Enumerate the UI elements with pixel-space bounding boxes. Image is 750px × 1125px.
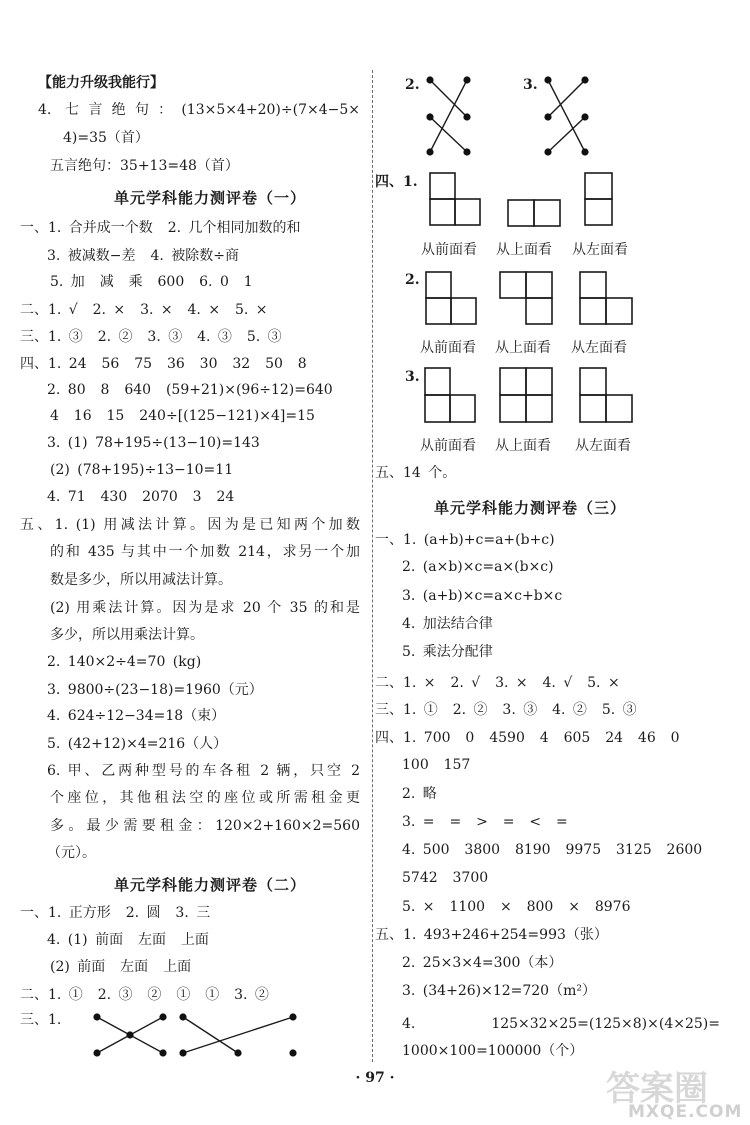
view-label: 从前面看: [421, 242, 477, 258]
answer-line: 3. (34+26)×12=720（m²）: [402, 983, 596, 999]
answer-line: (2) (78+195)÷13−10=11: [50, 462, 234, 478]
answer-line: (2) 前面 左面 上面: [50, 959, 192, 975]
question-number: 2.: [405, 77, 420, 93]
answer-line: 多。最少需要租金：120×2+160×2=560: [50, 818, 360, 834]
answer-line: 3. (1) 78+195÷(13−10)=143: [47, 435, 260, 451]
answer-line: 3. (a+b)×c=a×c+b×c: [402, 588, 563, 604]
question-number: 四、1.: [375, 174, 418, 190]
answer-line: 4. 500 3800 8190 9975 3125 2600: [402, 842, 703, 858]
test2-title: 单元学科能力测评卷（二）: [113, 876, 306, 894]
view-label: 从上面看: [496, 242, 552, 258]
answer-line: 一、1. 正方形 2. 圆 3. 三: [20, 905, 211, 921]
view-label: 从左面看: [572, 242, 628, 258]
answer-line: 3. 9800÷(23−18)=1960（元）: [47, 682, 263, 698]
answer-line: 4. 624÷12−34=18（束）: [47, 708, 226, 724]
answer-line: 四、1. 24 56 75 36 30 32 50 8: [20, 356, 307, 372]
test1-title: 单元学科能力测评卷（一）: [113, 189, 306, 207]
left-view-figure: [579, 271, 634, 326]
answer-line: 5. 乘法分配律: [402, 644, 493, 660]
answer-line: 2. 80 8 640 (59+21)×(96÷12)=640: [47, 382, 333, 398]
answer-line: 五、1. 493+246+254=993（张）: [375, 927, 608, 943]
front-view-figure: [424, 367, 477, 424]
answer-line: 4)=35（首）: [63, 130, 149, 146]
answer-line: 的和 435 与其中一个加数 214，求另一个加: [50, 544, 360, 560]
answer-line: 多少，所以用乘法计算。: [50, 627, 204, 643]
matching-diagram: [538, 72, 596, 162]
answer-line: 2. 140×2÷4=70 (kg): [47, 654, 202, 670]
answer-line: 二、1. ① 2. ③ ② ① ① 3. ②: [20, 987, 269, 1003]
answer-line: 1000×100=100000（个）: [402, 1043, 584, 1059]
answer-line: 5. 加 减 乘 600 6. 0 1: [50, 274, 253, 290]
answer-line: 4 16 15 240÷[(125−121)×4]=15: [50, 408, 315, 424]
answer-line: 2. (a×b)×c=a×(b×c): [402, 559, 554, 575]
question-number: 3.: [523, 77, 538, 93]
top-view-figure: [507, 199, 562, 227]
answer-line: 4. (1) 前面 左面 上面: [47, 932, 209, 948]
page-number: · 97 ·: [355, 1070, 395, 1086]
view-label: 从前面看: [420, 340, 476, 356]
answer-line: 二、1. × 2. √ 3. × 4. √ 5. ×: [375, 675, 620, 691]
matching-diagram: [88, 1008, 303, 1063]
answer-line: 5. (42+12)×4=216（人）: [47, 736, 228, 752]
answer-line: （元）。: [47, 845, 96, 861]
view-label: 从左面看: [571, 340, 627, 356]
answer-line: 100 157: [402, 757, 471, 773]
view-label: 从上面看: [495, 340, 551, 356]
answer-line: 4. 七言绝句：(13×5×4+20)÷(7×4−5×: [38, 102, 360, 118]
answer-line: 5. × 1100 × 800 × 8976: [402, 899, 631, 915]
answer-line: (2) 用乘法计算。因为是求 20 个 35 的和是: [50, 600, 360, 616]
watermark-site: MXQE.COM: [628, 1102, 743, 1122]
column-divider: [372, 70, 373, 1062]
view-label: 从前面看: [420, 438, 476, 454]
answer-line: 4. 125×32×25=(125×8)×(4×25)=: [402, 1016, 720, 1032]
answer-line: 五、1. (1) 用减法计算。因为是已知两个加数: [20, 517, 360, 533]
left-view-figure: [579, 367, 634, 424]
test3-title: 单元学科能力测评卷（三）: [433, 499, 626, 517]
answer-line: 4. 71 430 2070 3 24: [47, 489, 235, 505]
front-view-figure: [425, 271, 478, 326]
answer-line: 5742 3700: [402, 870, 489, 886]
answer-line: 数是多少，所以用减法计算。: [50, 572, 232, 588]
question-number: 2.: [405, 272, 420, 288]
answer-line: 五、14 个。: [375, 465, 457, 481]
answer-line: 3. = = > = < =: [402, 814, 568, 830]
left-view-figure: [584, 172, 614, 226]
answer-line: 四、1. 700 0 4590 4 605 24 46 0: [375, 730, 680, 746]
answer-line: 6. 甲、乙两种型号的车各租 2 辆，只空 2: [47, 763, 360, 779]
question-number: 3.: [405, 369, 420, 385]
answer-line: 一、1. (a+b)+c=a+(b+c): [375, 532, 555, 548]
answer-line: 二、1. √ 2. × 3. × 4. × 5. ×: [20, 302, 268, 318]
front-view-figure: [429, 172, 482, 226]
answer-line: 3. 被减数−差 4. 被除数÷商: [47, 248, 239, 264]
answer-line: 三、1. ① 2. ② 3. ③ 4. ② 5. ③: [375, 702, 637, 718]
answer-line: 2. 25×3×4=300（本）: [402, 955, 563, 971]
answer-line: 三、1.: [20, 1012, 62, 1028]
answer-line: 三、1. ③ 2. ② 3. ③ 4. ③ 5. ③: [20, 329, 282, 345]
matching-diagram: [420, 72, 478, 162]
view-label: 从左面看: [575, 438, 631, 454]
watermark-logo: 答案圈: [606, 1069, 708, 1109]
answer-line: 4. 加法结合律: [402, 616, 493, 632]
view-label: 从上面看: [495, 438, 551, 454]
answer-line: 2. 略: [402, 786, 437, 802]
top-view-figure: [499, 367, 554, 424]
answer-line: 一、1. 合并成一个数 2. 几个相同加数的和: [20, 220, 301, 236]
answer-line: 个座位，其他租法空的座位或所需租金更: [50, 790, 360, 806]
answer-line: 五言绝句：35+13=48（首）: [50, 158, 239, 174]
section-header: 【能力升级我能行】: [38, 75, 164, 91]
top-view-figure: [499, 271, 554, 326]
